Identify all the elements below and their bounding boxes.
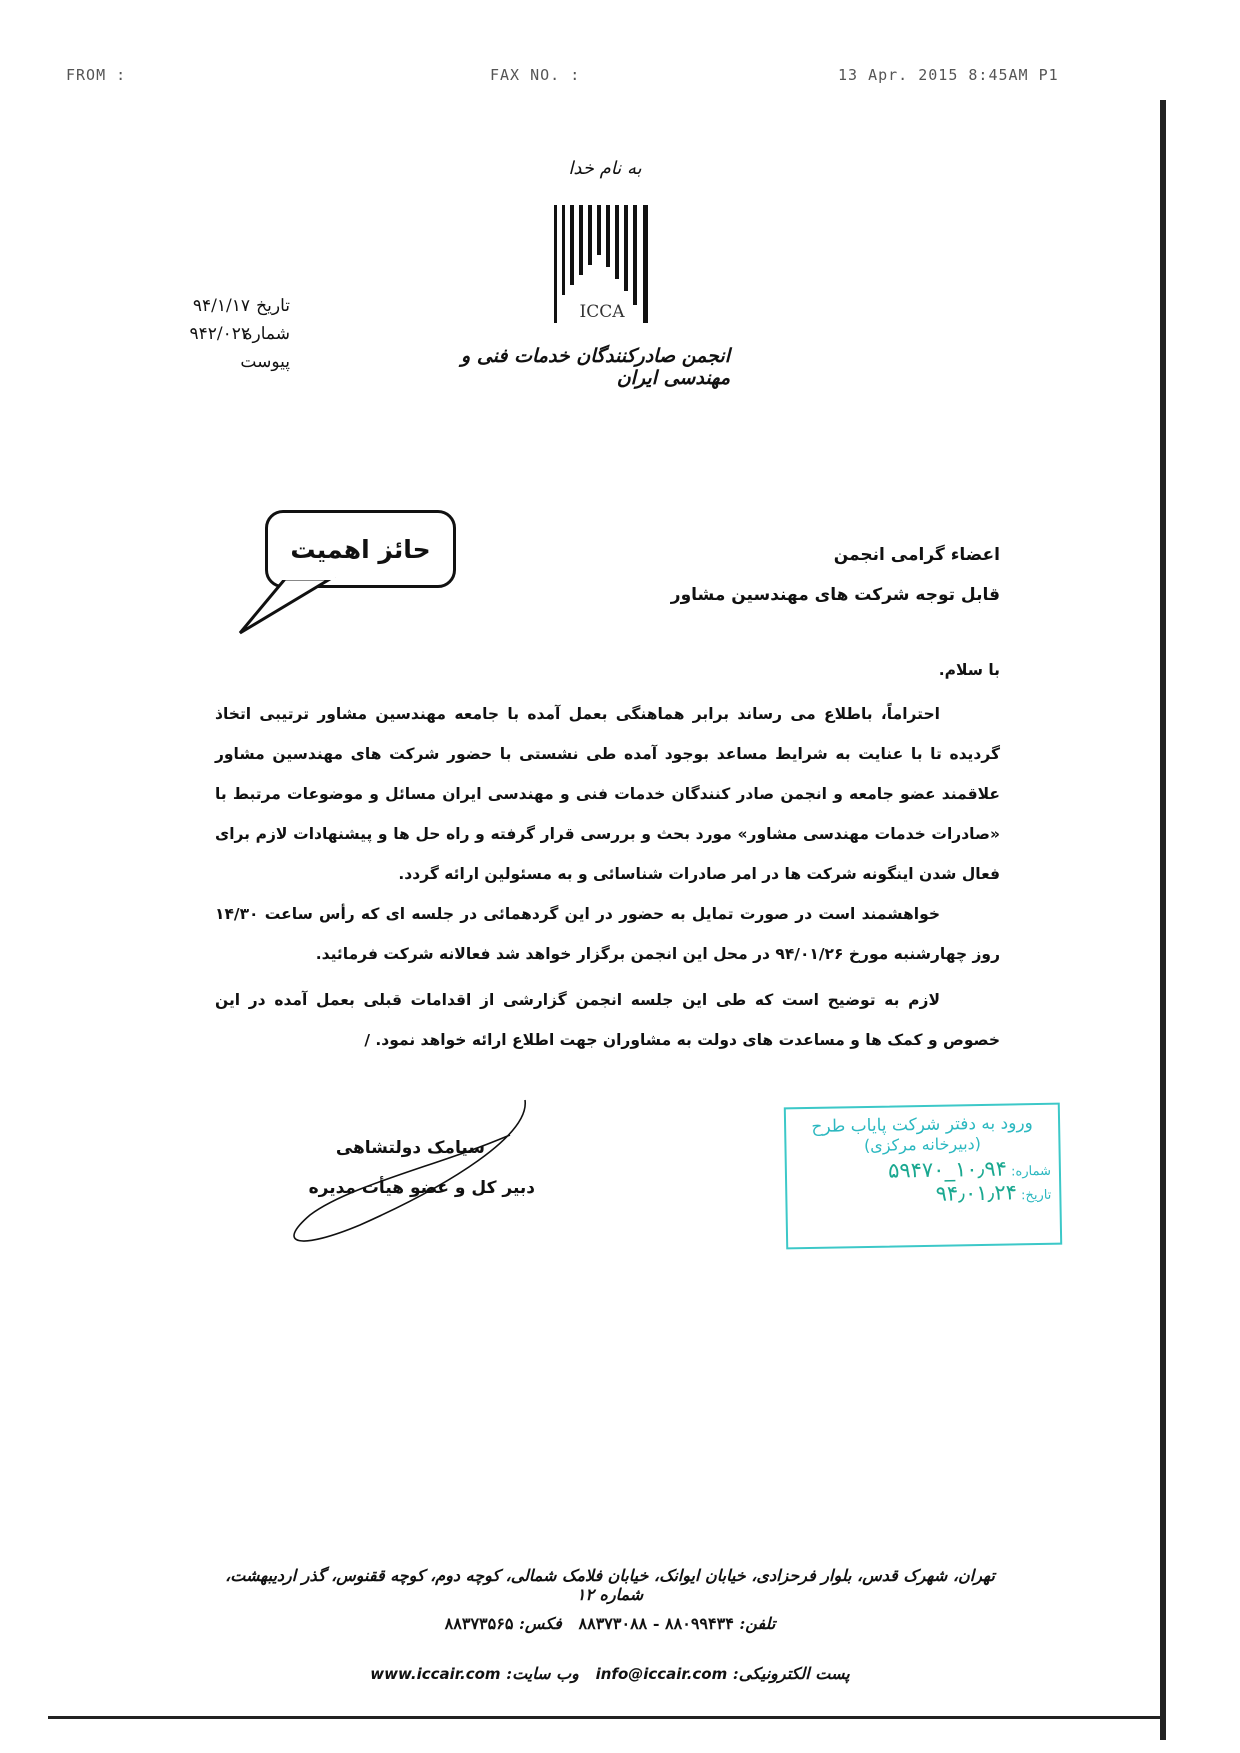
phone-numbers: ۸۸۰۹۹۴۳۴ - ۸۸۳۷۳۰۸۸ xyxy=(578,1614,734,1633)
website-link[interactable]: www.iccair.com xyxy=(370,1665,501,1683)
signer-name: سیامک دولتشاهی xyxy=(335,1138,485,1158)
speech-bubble-tail xyxy=(235,575,345,637)
stamp-date-value: ۹۴٫۰۱٫۲۴ xyxy=(935,1180,1018,1206)
number-value: ۹۴۲/۰۲۲ xyxy=(189,324,250,344)
fax-number: FAX NO. : xyxy=(490,66,581,84)
stamp-date-label: تاریخ: xyxy=(1020,1187,1052,1204)
footer-address: تهران، شهرک قدس، بلوار فرحزادی، خیابان ایوانک، خیابان فلامک شمالی، کوچه دوم، کوچه ققنوس، گذر اردیبهشت، شماره ۱۲ xyxy=(225,1566,995,1604)
importance-badge: حائز اهمیت xyxy=(265,510,456,588)
attachment-label: پیوست xyxy=(240,352,290,372)
stamp-line1: ورود به دفتر شرکت پایاب طرح xyxy=(811,1113,1033,1137)
org-name: انجمن صادرکنندگان خدمات فنی و مهندسی ایران xyxy=(461,345,730,389)
icca-logo xyxy=(552,205,652,323)
footer-contact xyxy=(220,1614,1000,1633)
fax-datetime: 13 Apr. 2015 8:45AM P1 xyxy=(838,66,1059,84)
reference-block xyxy=(130,292,290,376)
handwritten-signature xyxy=(280,1095,540,1255)
paragraph: لازم به توضیح است که طی این جلسه انجمن گزارشی از اقدامات قبلی بعمل آمده در این خصوص و کمک ها و مساعدت های دولت به مشاوران جهت اطلاع ارائه خواهد نمود. / xyxy=(215,991,1000,1049)
logo-text: ICCA xyxy=(579,302,625,322)
paragraph: احتراماً، باطلاع می رساند برابر هماهنگی بعمل آمده با جامعه مهندسین مشاور ترتیبی اتخاذ گردیده تا با عنایت به شرایط مساعد بوجود آمده طی نشستی با حضور شرکت های مهندسین مشاور علاقمند عضو جامعه و انجمن صادر کنندگان خدمات فنی و مهندسی ایران مسائل و موضوعات مرتبط با «صادرات خدمات مهندسی مشاور» مورد بحث و بررسی قرار گرفته و راه حل ها و پیشنهادات لازم برای فعال شدن اینگونه شرکت ها در امر صادرات شناسائی و به مسئولین ارائه گردد. xyxy=(215,705,1000,883)
fax-label: فکس: xyxy=(519,1614,562,1633)
email-label: پست الکترونیکی: xyxy=(732,1664,850,1683)
stamp-line2: (دبیرخانه مرکزی) xyxy=(863,1133,982,1156)
letter-body xyxy=(215,650,1000,1060)
website-label: وب سایت: xyxy=(506,1664,579,1683)
number-label: شماره xyxy=(243,324,290,344)
footer-web xyxy=(220,1664,1000,1683)
recipient-line: اعضاء گرامی انجمن xyxy=(833,545,1000,565)
stamp-number-label: شماره: xyxy=(1010,1163,1052,1180)
email-link[interactable]: info@iccair.com xyxy=(595,1665,728,1683)
paragraph: خواهشمند است در صورت تمایل به حضور در این گردهمائی در جلسه ای که رأس ساعت ۱۴/۳۰ روز چهارشنبه مورخ ۹۴/۰۱/۲۶ در محل این انجمن برگزار خواهد شد فعالانه شرکت فرمائید. xyxy=(215,905,1000,963)
fax-value: ۸۸۳۷۳۵۶۵ xyxy=(444,1614,514,1633)
stamp-number-value: ۱۰٫۹۴_۵۹۴۷۰ xyxy=(887,1156,1008,1183)
invocation: به نام خدا xyxy=(568,158,642,179)
date-value: ۹۴/۱/۱۷ xyxy=(192,296,250,316)
received-stamp xyxy=(784,1103,1062,1250)
date-label: تاریخ xyxy=(256,296,290,316)
footer-divider xyxy=(48,1716,1166,1719)
recipients xyxy=(500,535,1000,615)
recipient-line: قابل توجه شرکت های مهندسین مشاور xyxy=(670,585,1000,605)
scan-edge-bar xyxy=(1160,100,1166,1740)
fax-from: FROM : xyxy=(66,66,127,84)
phone-label: تلفن: xyxy=(739,1614,776,1633)
greeting: با سلام. xyxy=(938,661,1000,679)
signer-title: دبیر کل و عضو هیأت مدیره xyxy=(308,1178,535,1198)
